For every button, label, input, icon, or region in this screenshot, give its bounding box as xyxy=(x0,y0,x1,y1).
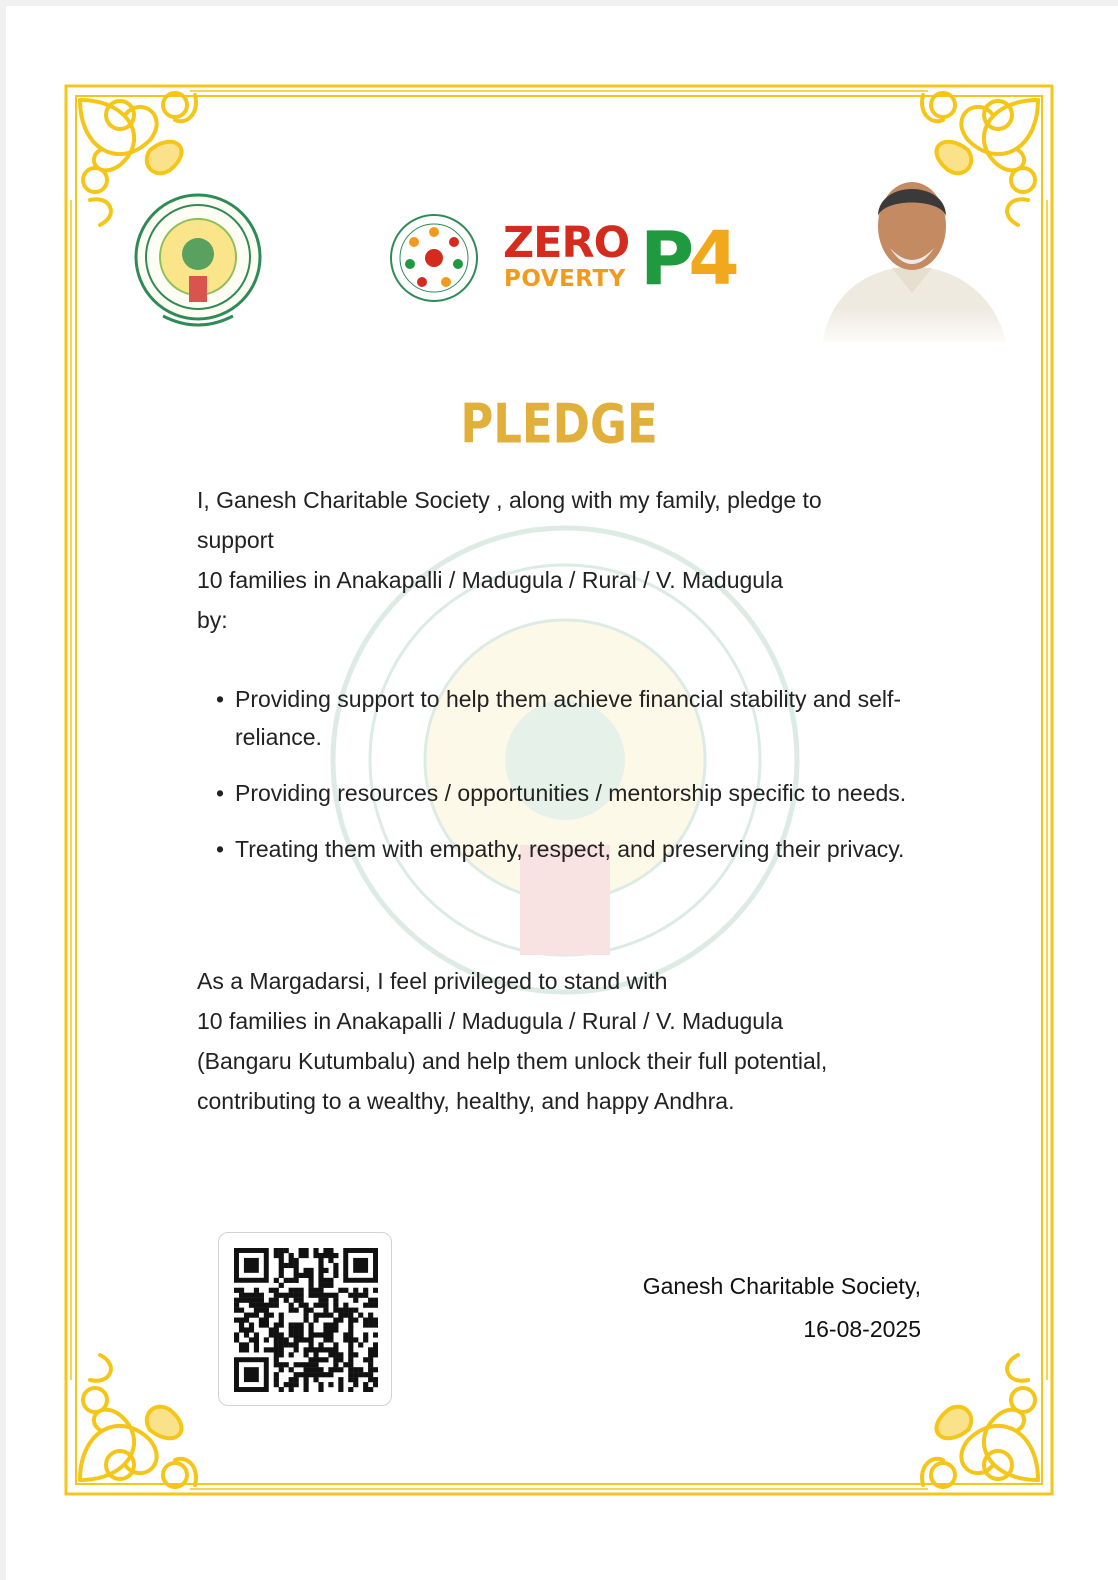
andhra-pradesh-emblem xyxy=(133,192,263,332)
pledge-closing xyxy=(197,961,937,1121)
corner-ornament-br xyxy=(922,1355,1038,1487)
bullet-text: Providing support to help them achieve financial stability and self-reliance. xyxy=(235,686,902,750)
p4-digit-four: 4 xyxy=(688,216,734,302)
bullet-text: Providing resources / opportunities / mentorship specific to needs. xyxy=(235,780,907,806)
page-title: PLEDGE xyxy=(460,392,658,456)
bullet-text: Treating them with empathy, respect, and preserving their privacy. xyxy=(235,836,905,862)
closing-line-3: (Bangaru Kutumbalu) and help them unlock their full potential, xyxy=(197,1048,828,1074)
p4-letter-p: P xyxy=(640,216,689,302)
intro-line-1: I, Ganesh Charitable Society , along with my family, pledge to xyxy=(197,487,822,513)
list-item xyxy=(216,774,936,812)
list-item xyxy=(216,680,936,756)
pledge-date: 16-08-2025 xyxy=(803,1316,921,1342)
intro-line-2: support xyxy=(197,527,274,553)
bullet-icon: • xyxy=(216,780,225,806)
poverty-wordmark: POVERTY xyxy=(504,266,626,292)
closing-line-2: 10 families in Anakapalli / Madugula / Rural / V. Madugula xyxy=(197,1008,783,1034)
pledge-intro xyxy=(197,480,937,640)
intro-line-3: 10 families in Anakapalli / Madugula / Rural / V. Madugula xyxy=(197,567,783,593)
corner-ornament-bl xyxy=(80,1355,196,1487)
pledge-bullet-list xyxy=(216,680,936,886)
intro-line-4: by: xyxy=(197,607,228,633)
leader-portrait xyxy=(812,168,1012,348)
p4-circular-logo xyxy=(388,208,480,308)
bullet-icon: • xyxy=(216,836,225,862)
closing-line-4: contributing to a wealthy, healthy, and happy Andhra. xyxy=(197,1088,735,1114)
qr-code[interactable] xyxy=(234,1248,378,1392)
list-item xyxy=(216,830,936,868)
zero-wordmark: ZERO xyxy=(503,218,630,268)
qr-code-card[interactable] xyxy=(218,1232,392,1406)
bullet-icon: • xyxy=(216,686,225,712)
closing-line-1: As a Margadarsi, I feel privileged to stand with xyxy=(197,968,668,994)
p4-wordmark xyxy=(640,216,734,302)
signatory-name: Ganesh Charitable Society, xyxy=(642,1273,921,1299)
